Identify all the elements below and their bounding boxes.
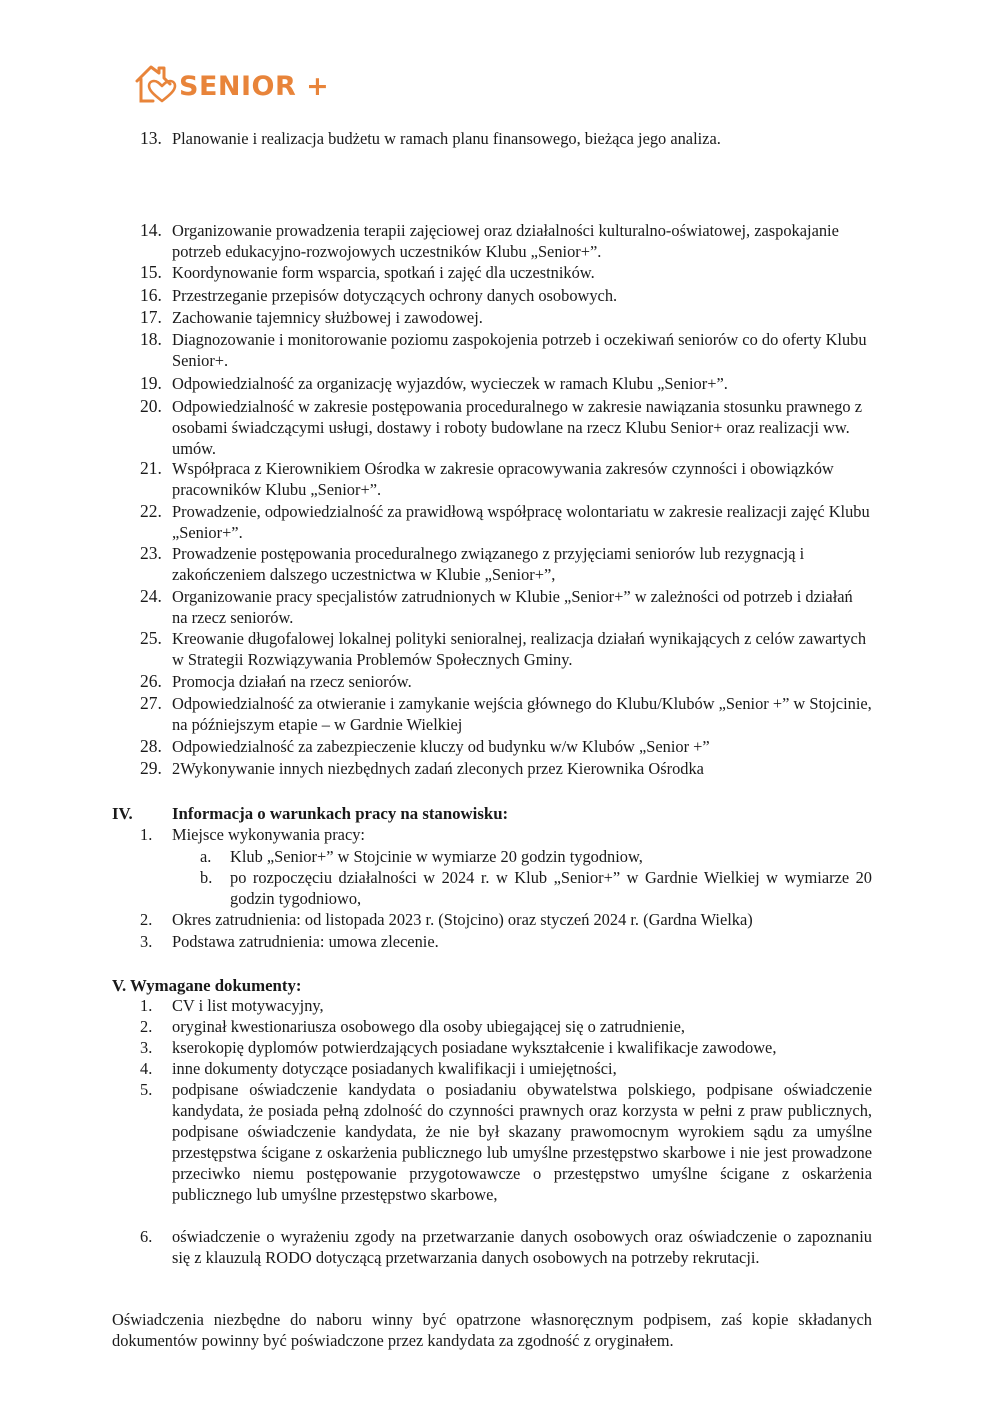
list-item-text: CV i list motywacyjny, bbox=[172, 996, 324, 1015]
list-item-text: Odpowiedzialność w zakresie postępowania proceduralnego w zakresie nawiązania stosunku prawnego z osobami świadczącymi usługi, dostawy i roboty budowlane na rzecz Klubu Senior+ oraz realizacji ww. umów. bbox=[172, 397, 862, 458]
list-item-number: 26. bbox=[140, 671, 162, 691]
list-item bbox=[140, 671, 872, 692]
list-item bbox=[140, 128, 872, 149]
list-item-text: Koordynowanie form wsparcia, spotkań i zajęć dla uczestników. bbox=[172, 263, 595, 282]
list-item-text: Miejsce wykonywania pracy: bbox=[172, 825, 365, 844]
list-item bbox=[140, 501, 872, 543]
list-item bbox=[140, 586, 872, 628]
list-item-number: 22. bbox=[140, 501, 162, 521]
list-item-text: po rozpoczęciu działalności w 2024 r. w Klub „Senior+” w Gardnie Wielkiej w wymiarze 20 godzin tygodniowo, bbox=[230, 868, 872, 908]
list-item bbox=[140, 1037, 872, 1058]
list-item-number: 16. bbox=[140, 285, 162, 305]
list-item-text: Prowadzenie postępowania proceduralnego związanego z przyjęciami seniorów lub rezygnacją i zakończeniem dalszego uczestnictwa w Klubie „Senior+”, bbox=[172, 544, 805, 584]
list-item bbox=[140, 1016, 872, 1037]
list-item-text: Planowanie i realizacja budżetu w ramach planu finansowego, bieżąca jego analiza. bbox=[172, 129, 721, 148]
list-item bbox=[140, 329, 872, 371]
list-item-text: Podstawa zatrudnienia: umowa zlecenie. bbox=[172, 932, 439, 951]
list-item bbox=[140, 1226, 872, 1268]
list-item-number: 17. bbox=[140, 307, 162, 327]
list-item-text: oryginał kwestionariusza osobowego dla osoby ubiegającej się o zatrudnienie, bbox=[172, 1017, 685, 1036]
list-item-text: oświadczenie o wyrażeniu zgody na przetwarzanie danych osobowych oraz oświadczenie o zapoznaniu się z klauzulą RODO dotyczącą przetwarzania danych osobowych na potrzeby rekrutacji. bbox=[172, 1227, 872, 1267]
list-item-number: 3. bbox=[140, 932, 153, 951]
list-item-text: Prowadzenie, odpowiedzialność za prawidłową współpracę wolontariatu w zakresie realizacji zajęć Klubu „Senior+”. bbox=[172, 502, 870, 542]
list-item bbox=[140, 373, 872, 394]
list-item bbox=[140, 285, 872, 306]
list-item-number: 2. bbox=[140, 1017, 153, 1036]
list-item-number: 3. bbox=[140, 1038, 153, 1057]
list-item-number: 29. bbox=[140, 758, 162, 778]
list-item-number: 25. bbox=[140, 628, 162, 648]
list-item-number: 6. bbox=[140, 1227, 153, 1246]
list-item bbox=[140, 1058, 872, 1079]
list-item-number: 23. bbox=[140, 543, 162, 563]
list-item bbox=[200, 867, 872, 909]
list-item bbox=[140, 758, 872, 779]
list-item bbox=[140, 931, 872, 952]
list-item-text: Odpowiedzialność za organizację wyjazdów, wycieczek w ramach Klubu „Senior+”. bbox=[172, 374, 728, 393]
senior-plus-logo bbox=[133, 60, 329, 108]
list-item-letter: a. bbox=[200, 847, 212, 866]
list-item bbox=[140, 909, 872, 930]
list-item-text: Odpowiedzialność za otwieranie i zamykanie wejścia głównego do Klubu/Klubów „Senior +” w Stojcinie, na późniejszym etapie – w Gardnie Wielkiej bbox=[172, 694, 872, 734]
list-item-number: 27. bbox=[140, 693, 162, 713]
list-item-number: 20. bbox=[140, 396, 162, 416]
list-item-number: 28. bbox=[140, 736, 162, 756]
list-item-text: Promocja działań na rzecz seniorów. bbox=[172, 672, 412, 691]
list-item-text: inne dokumenty dotyczące posiadanych kwalifikacji i umiejętności, bbox=[172, 1059, 617, 1078]
list-item-text: Odpowiedzialność za zabezpieczenie kluczy od budynku w/w Klubów „Senior +” bbox=[172, 737, 710, 756]
list-item-text: kserokopię dyplomów potwierdzających posiadane wykształcenie i kwalifikacje zawodowe, bbox=[172, 1038, 777, 1057]
closing-paragraph: Oświadczenia niezbędne do naboru winny być opatrzone własnoręcznym podpisem, zaś kopie składanych dokumentów powinny być poświadczone przez kandydata za zgodność z oryginałem. bbox=[112, 1310, 872, 1350]
section-v-title: V. Wymagane dokumenty: bbox=[112, 976, 302, 995]
section-iv-number: IV. bbox=[112, 804, 133, 823]
list-item-text: Diagnozowanie i monitorowanie poziomu zaspokojenia potrzeb i oczekiwań seniorów co do oferty Klubu Senior+. bbox=[172, 330, 867, 370]
list-item bbox=[140, 824, 872, 845]
list-item-letter: b. bbox=[200, 868, 213, 887]
list-item bbox=[140, 736, 872, 757]
list-item-number: 13. bbox=[140, 128, 162, 148]
list-item-text: Zachowanie tajemnicy służbowej i zawodowej. bbox=[172, 308, 483, 327]
list-item bbox=[140, 396, 872, 459]
list-item-number: 4. bbox=[140, 1059, 153, 1078]
list-item-number: 21. bbox=[140, 458, 162, 478]
list-item-text: Organizowanie pracy specjalistów zatrudnionych w Klubie „Senior+” w zależności od potrzeb i działań na rzecz seniorów. bbox=[172, 587, 853, 627]
list-item-number: 14. bbox=[140, 220, 162, 240]
list-item-number: 24. bbox=[140, 586, 162, 606]
list-item bbox=[140, 307, 872, 328]
list-item-text: podpisane oświadczenie kandydata o posiadaniu obywatelstwa polskiego, podpisane oświadczenie kandydata, że posiada pełną zdolność do czynności prawnych oraz korzysta w pełni z praw publicznych, podpisane oświadczenie kandydata, że nie był skazany prawomocnym wyrokiem sądu za umyślne przestępstwa ścigane z oskarżenia publicznego lub umyślne przestępstwo skarbowe i nie jest prowadzone przeciwko niemu postępowanie przygotowawcze o przestępstwo umyślne ścigane z oskarżenia publicznego lub umyślne przestępstwo skarbowe, bbox=[172, 1080, 872, 1204]
list-item-text: 2Wykonywanie innych niezbędnych zadań zleconych przez Kierownika Ośrodka bbox=[172, 759, 704, 778]
list-item-text: Okres zatrudnienia: od listopada 2023 r. (Stojcino) oraz styczeń 2024 r. (Gardna Wielka) bbox=[172, 910, 753, 929]
list-item-text: Współpraca z Kierownikiem Ośrodka w zakresie opracowywania zakresów czynności i obowiązków pracowników Klubu „Senior+”. bbox=[172, 459, 834, 499]
list-item-number: 1. bbox=[140, 996, 153, 1015]
list-item-text: Organizowanie prowadzenia terapii zajęciowej oraz działalności kulturalno-oświatowej, zaspokajanie potrzeb edukacyjno-rozwojowych uczestników Klubu „Senior+”. bbox=[172, 221, 839, 261]
list-item-number: 15. bbox=[140, 262, 162, 282]
list-item-text: Klub „Senior+” w Stojcinie w wymiarze 20 godzin tygodniow, bbox=[230, 847, 643, 866]
list-item-number: 19. bbox=[140, 373, 162, 393]
list-item-text: Przestrzeganie przepisów dotyczących ochrony danych osobowych. bbox=[172, 286, 618, 305]
list-item bbox=[140, 543, 872, 585]
list-item-number: 5. bbox=[140, 1080, 153, 1099]
list-item bbox=[140, 262, 872, 283]
section-iv-title: Informacja o warunkach pracy na stanowisku: bbox=[172, 804, 509, 823]
house-heart-icon bbox=[133, 61, 177, 107]
list-item-text: Kreowanie długofalowej lokalnej polityki senioralnej, realizacja działań wynikających z celów zawartych w Strategii Rozwiązywania Problemów Społecznych Gminy. bbox=[172, 629, 867, 669]
list-item bbox=[140, 693, 872, 735]
list-item bbox=[140, 458, 872, 500]
list-item bbox=[140, 1079, 872, 1205]
list-item-number: 18. bbox=[140, 329, 162, 349]
list-item bbox=[140, 628, 872, 670]
list-item bbox=[140, 995, 872, 1016]
list-item bbox=[140, 220, 872, 262]
list-item-number: 1. bbox=[140, 825, 153, 844]
logo-text: SENIOR + bbox=[179, 70, 330, 102]
list-item-number: 2. bbox=[140, 910, 153, 929]
list-item bbox=[200, 846, 872, 867]
